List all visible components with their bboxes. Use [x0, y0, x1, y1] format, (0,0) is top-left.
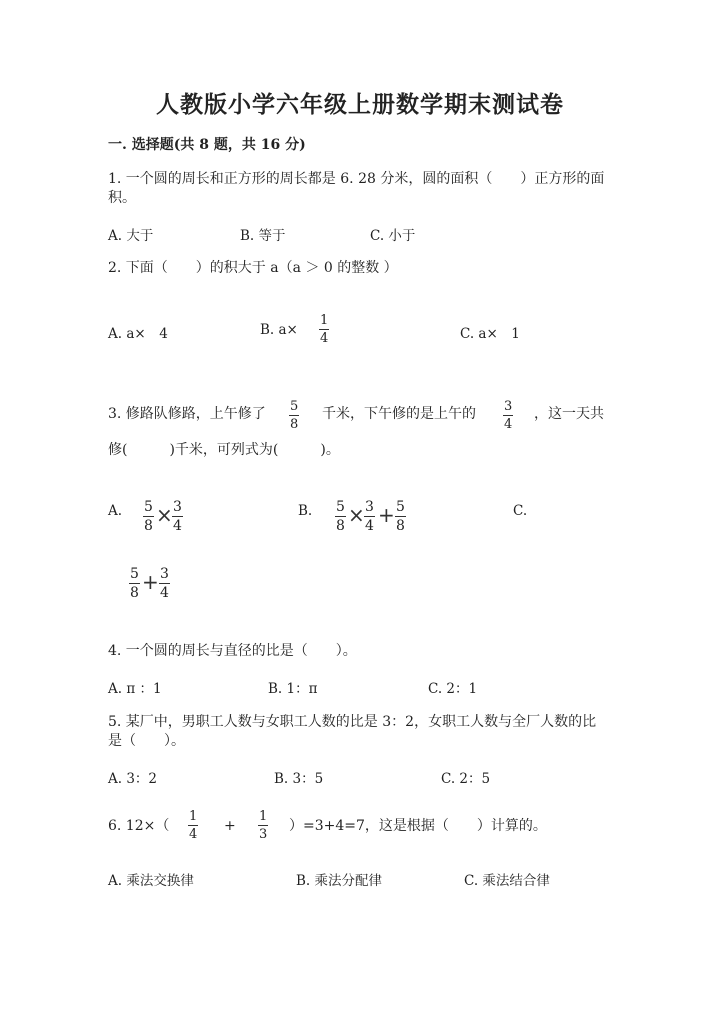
- question-2-option-a: A. a× 4: [108, 326, 168, 342]
- question-5-line-2: 是（ ）。: [108, 733, 185, 749]
- question-6-option-a: A. 乘法交换律: [108, 873, 194, 889]
- question-3-option-a-fraction-2: [172, 499, 183, 534]
- fraction-denominator: 8: [130, 585, 139, 601]
- question-5-option-a: A. 3：2: [108, 771, 158, 787]
- fraction-bar: [319, 329, 329, 330]
- question-3-option-b-fraction-2: [364, 499, 375, 534]
- fraction-denominator: 8: [290, 417, 299, 432]
- fraction-denominator: 4: [160, 585, 169, 601]
- fraction-bar: [188, 825, 198, 826]
- question-5-option-b: B. 3：5: [274, 771, 324, 787]
- question-4-option-b: B. 1：π: [268, 681, 318, 697]
- question-1-line-1: 1. 一个圆的周长和正方形的周长都是 6. 28 分米，圆的面积（ ）正方形的面: [108, 171, 605, 187]
- page-title: 人教版小学六年级上册数学期末测试卷: [156, 91, 564, 118]
- fraction-numerator: 1: [189, 809, 198, 824]
- fraction-numerator: 3: [160, 566, 169, 582]
- question-6-fraction-1: [188, 809, 198, 842]
- question-3-option-b-fraction-3: [395, 499, 406, 534]
- fraction-numerator: 1: [320, 313, 329, 328]
- fraction-numerator: 5: [396, 499, 405, 515]
- question-4-text: 4. 一个圆的周长与直径的比是（ ）。: [108, 643, 357, 659]
- question-3-option-c-fraction-1: [129, 566, 140, 601]
- fraction-denominator: 4: [320, 331, 329, 346]
- question-2-option-b-fraction: [319, 313, 329, 346]
- fraction-bar: [335, 516, 346, 517]
- fraction-denominator: 8: [396, 518, 405, 534]
- fraction-bar: [129, 583, 140, 584]
- question-3-option-a-times: ×: [156, 503, 173, 527]
- question-3-option-b-fraction-1: [335, 499, 346, 534]
- fraction-bar: [364, 516, 375, 517]
- fraction-numerator: 3: [173, 499, 182, 515]
- fraction-numerator: 5: [130, 566, 139, 582]
- question-3-option-a-fraction-1: [143, 499, 154, 534]
- fraction-numerator: 3: [365, 499, 374, 515]
- question-2-text: 2. 下面（ ）的积大于 a（a ＞ 0 的整数 ）: [108, 260, 398, 276]
- fraction-bar: [289, 415, 299, 416]
- question-4-option-a: A. π ：1: [108, 681, 162, 697]
- fraction-denominator: 4: [189, 827, 198, 842]
- question-6-option-c: C. 乘法结合律: [464, 873, 550, 889]
- question-3-option-b-plus: +: [378, 503, 395, 527]
- question-6-part-2: ）=3+4=7，这是根据（ ）计算的。: [289, 818, 547, 834]
- fraction-numerator: 5: [336, 499, 345, 515]
- fraction-denominator: 4: [365, 518, 374, 534]
- question-3-option-b-label: B.: [298, 503, 313, 519]
- question-3-line-2: 修( )千米，可列式为( )。: [108, 442, 340, 458]
- question-4-option-c: C. 2：1: [428, 681, 478, 697]
- fraction-bar: [258, 825, 268, 826]
- section-heading: 一. 选择题(共 8 题，共 16 分): [108, 137, 306, 153]
- question-6-part-1: 6. 12×（: [108, 818, 170, 834]
- question-6-fraction-2: [258, 809, 268, 842]
- question-3-part-2: 千米，下午修的是上午的: [322, 406, 476, 422]
- fraction-numerator: 5: [144, 499, 153, 515]
- fraction-bar: [143, 516, 154, 517]
- question-5-option-c: C. 2：5: [441, 771, 491, 787]
- question-3-option-b-times: ×: [348, 503, 365, 527]
- question-3-option-c-plus: +: [142, 570, 159, 594]
- fraction-denominator: 8: [144, 518, 153, 534]
- question-1-line-2: 积。: [108, 190, 136, 206]
- fraction-numerator: 1: [259, 809, 268, 824]
- fraction-denominator: 4: [173, 518, 182, 534]
- fraction-denominator: 4: [504, 417, 513, 432]
- question-3-fraction-1: [289, 399, 299, 432]
- question-3-option-a-label: A.: [108, 503, 123, 519]
- question-3-option-c-fraction-2: [159, 566, 170, 601]
- question-3-option-c-label: C.: [513, 503, 528, 519]
- fraction-bar: [503, 415, 513, 416]
- fraction-numerator: 3: [504, 399, 513, 414]
- fraction-numerator: 5: [290, 399, 299, 414]
- question-1-option-c: C. 小于: [370, 228, 416, 244]
- fraction-denominator: 8: [336, 518, 345, 534]
- question-5-line-1: 5. 某厂中，男职工人数与女职工人数的比是 3：2，女职工人数与全厂人数的比: [108, 714, 597, 730]
- question-3-fraction-2: [503, 399, 513, 432]
- question-2-option-b: B. a×: [260, 322, 298, 338]
- fraction-bar: [395, 516, 406, 517]
- question-3-part-3: ，这一天共: [534, 406, 604, 422]
- fraction-bar: [159, 583, 170, 584]
- fraction-bar: [172, 516, 183, 517]
- question-1-option-a: A. 大于: [108, 228, 154, 244]
- question-3-part-1: 3. 修路队修路，上午修了: [108, 406, 266, 422]
- question-6-option-b: B. 乘法分配律: [296, 873, 383, 889]
- question-1-option-b: B. 等于: [240, 228, 286, 244]
- question-6-plus: +: [224, 818, 236, 834]
- question-2-option-c: C. a× 1: [460, 326, 520, 342]
- fraction-denominator: 3: [259, 827, 268, 842]
